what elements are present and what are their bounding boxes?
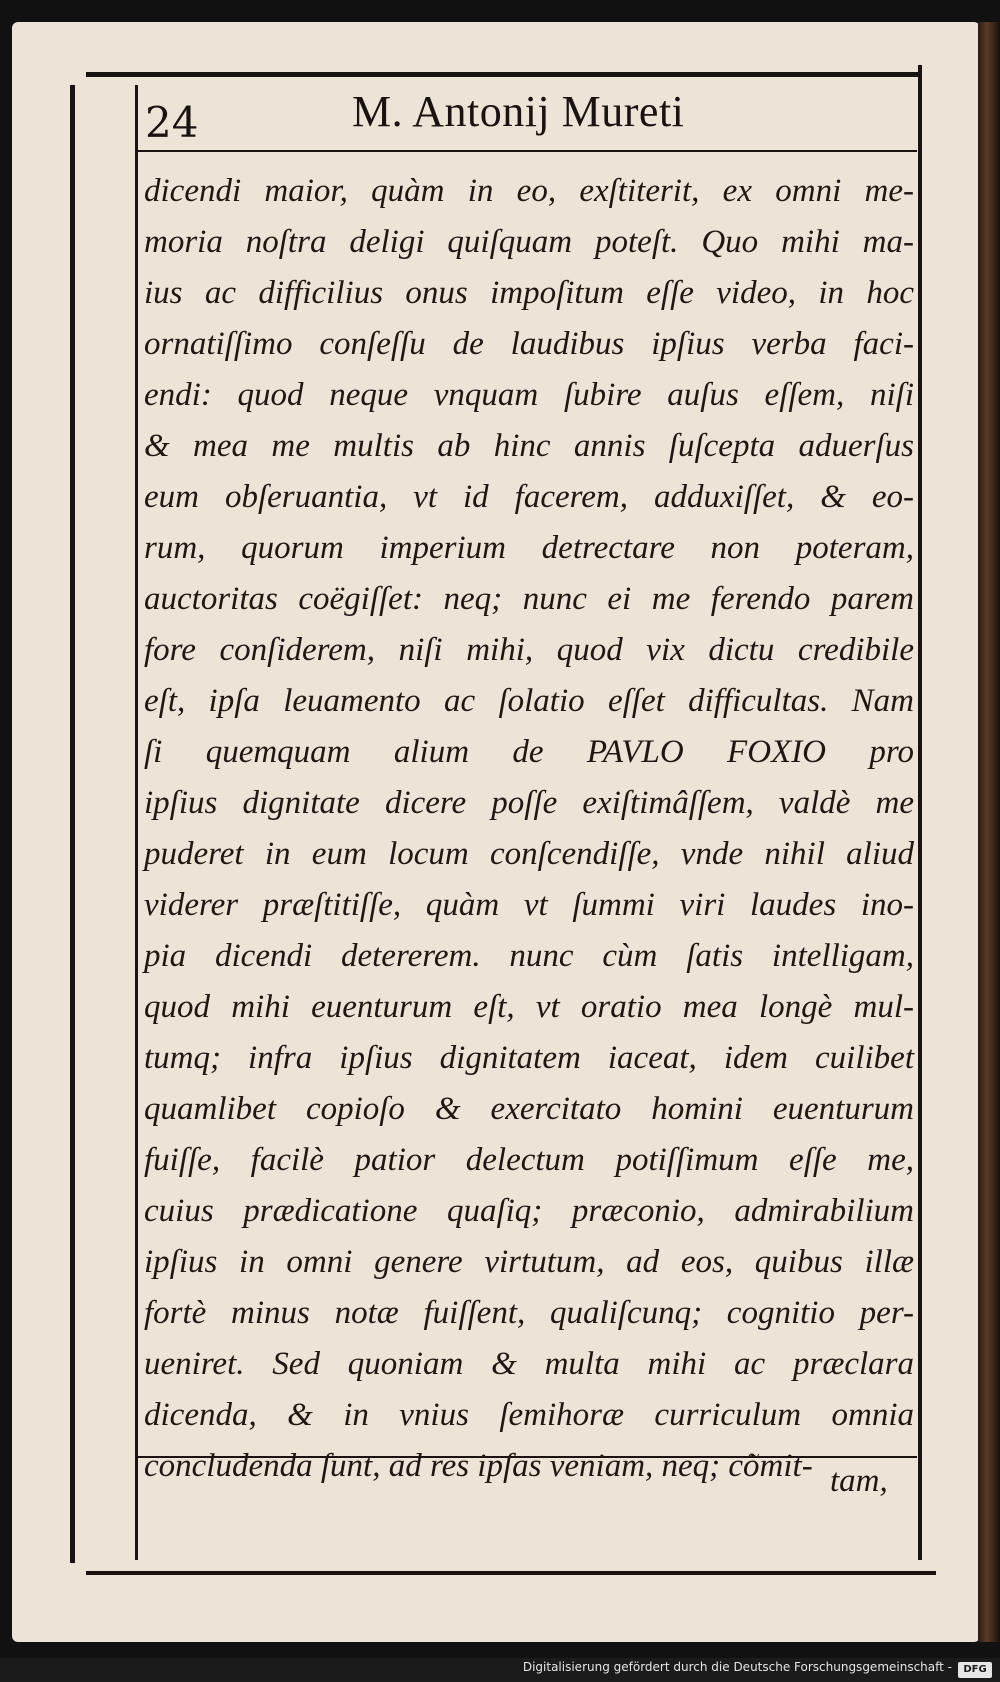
text-line: endi: quod neque vnquam ſubire auſus eſſem, niſi: [144, 377, 914, 413]
text-line: eum obſeruantia, vt id facerem, adduxiſſet, & eo-: [144, 479, 914, 515]
frame-inner-left-rule: [135, 85, 138, 1560]
text-line: ſi quemquam alium de PAVLO FOXIO pro: [144, 734, 914, 770]
text-line: dicenda, & in vnius ſemihoræ curriculum omnia: [144, 1397, 914, 1433]
text-line: auctoritas coëgiſſet: neq; nunc ei me ferendo parem: [144, 581, 914, 617]
footer-credit: Digitalisierung gefördert durch die Deutsche Forschungsgemeinschaft -: [522, 1660, 952, 1674]
dfg-logo: DFG: [958, 1662, 992, 1678]
text-line: viderer præſtitiſſe, quàm vt ſummi viri laudes ino-: [144, 887, 914, 923]
text-line: fortè minus notæ fuiſſent, qualiſcunq; cognitio per-: [144, 1295, 914, 1331]
text-line: ueniret. Sed quoniam & multa mihi ac præclara: [144, 1346, 914, 1382]
page-number: 24: [145, 98, 199, 147]
text-line: rum, quorum imperium detrectare non poteram,: [144, 530, 914, 566]
frame-bottom-rule: [86, 1571, 936, 1575]
text-line: quod mihi euenturum eſt, vt oratio mea longè mul-: [144, 989, 914, 1025]
body-text: [144, 166, 914, 1492]
text-line: cuius prædicatione quaſiq; præconio, admirabilium: [144, 1193, 914, 1229]
book-spine: [978, 22, 1000, 1642]
text-line: puderet in eum locum conſcendiſſe, vnde nihil aliud: [144, 836, 914, 872]
text-line: & mea me multis ab hinc annis ſuſcepta aduerſus: [144, 428, 914, 464]
text-line: pia dicendi detererem. nunc cùm ſatis intelligam,: [144, 938, 914, 974]
text-line: ipſius in omni genere virtutum, ad eos, quibus illæ: [144, 1244, 914, 1280]
frame-top-rule: [86, 72, 922, 77]
text-line: ius ac difficilius onus impoſitum eſſe video, in hoc: [144, 275, 914, 311]
text-line: tumq; infra ipſius dignitatem iaceat, idem cuilibet: [144, 1040, 914, 1076]
text-line: ipſius dignitate dicere poſſe exiſtimâſſem, valdè me: [144, 785, 914, 821]
catchword: tam,: [830, 1463, 888, 1499]
frame-right-rule: [918, 65, 922, 1560]
text-line: dicendi maior, quàm in eo, exſtiterit, ex omni me-: [144, 173, 914, 209]
text-line: fuiſſe, facilè patior delectum potiſſimum eſſe me,: [144, 1142, 914, 1178]
text-line: eſt, ipſa leuamento ac ſolatio eſſet difficultas. Nam: [144, 683, 914, 719]
text-line: fore conſiderem, niſi mihi, quod vix dictu credibile: [144, 632, 914, 668]
running-head: M. Antonij Mureti: [352, 87, 685, 136]
text-line: moria noſtra deligi quiſquam poteſt. Quo mihi ma-: [144, 224, 914, 260]
text-line: ornatiſſimo conſeſſu de laudibus ipſius verba faci-: [144, 326, 914, 362]
text-line: quamlibet copioſo & exercitato homini euenturum: [144, 1091, 914, 1127]
header-rule: [137, 150, 917, 152]
text-line: concludenda ſunt, ad res ipſas veniam, neq; cõmit-: [144, 1448, 813, 1484]
frame-left-rule: [70, 85, 75, 1563]
